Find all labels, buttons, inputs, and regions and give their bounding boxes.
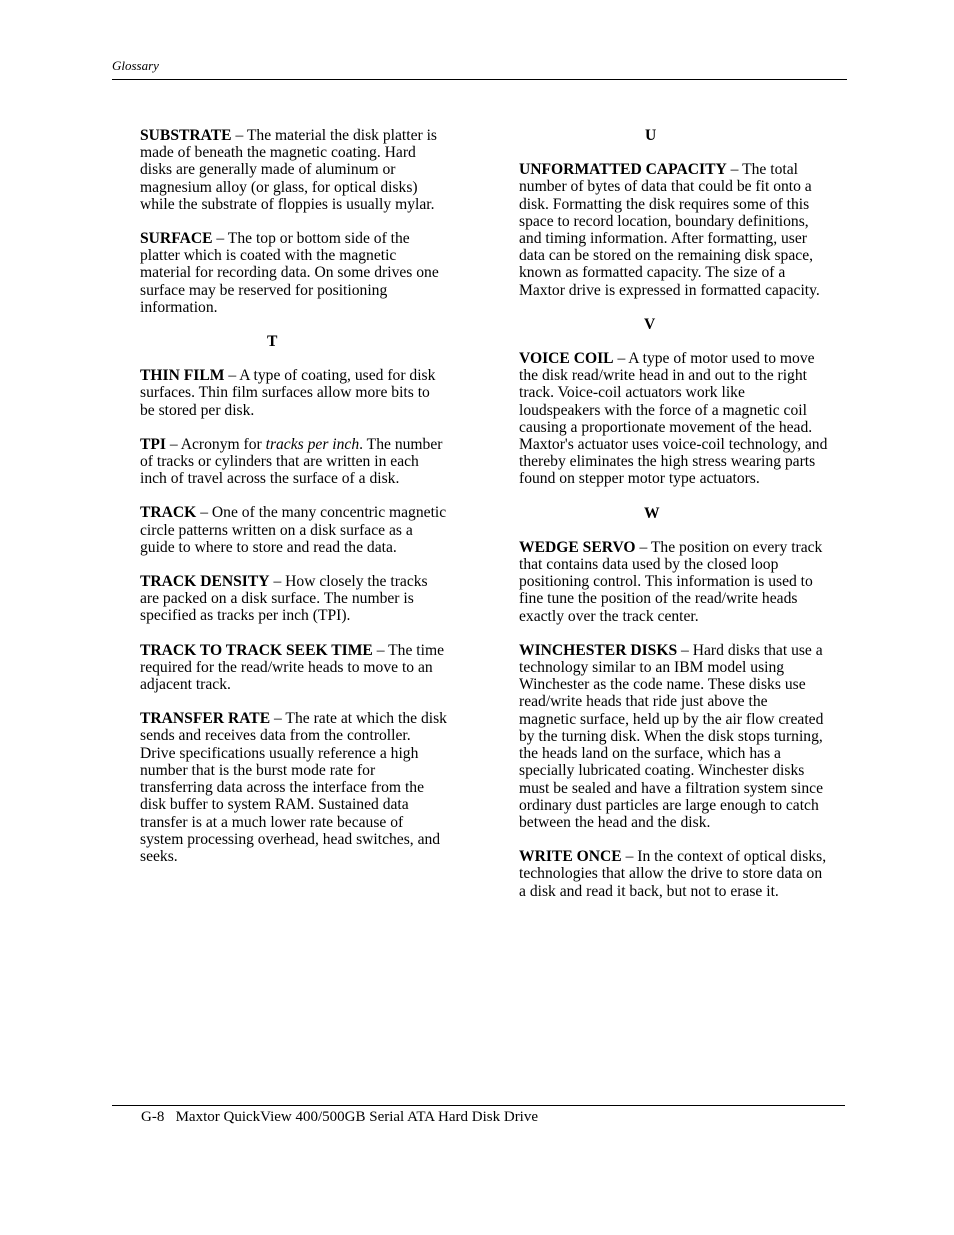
glossary-entry-transfer-rate: [140, 710, 448, 865]
glossary-entry-surface: [140, 230, 448, 316]
term: WINCHESTER DISKS: [519, 641, 678, 659]
section-letter-w: W: [644, 504, 660, 522]
term: TPI: [140, 435, 166, 453]
term: UNFORMATTED CAPACITY: [519, 161, 727, 179]
definition: – A type of motor used to move the disk read/write head in and out to the right track. Voice-coil actuators work like loudspeakers with the force of a magnetic coil causing a proportionate movement of the head. Maxtor's actuator uses voice-coil technology, and thereby eliminates the high stress wearing parts found on stepper motor type actuators.: [519, 350, 828, 488]
definition: – The material the disk platter is made of beneath the magnetic coating. Hard disks are generally made of aluminum or magnesium alloy (or glass, for optical disks) while the substrate of floppies is usually mylar.: [140, 127, 437, 213]
glossary-entry-thin-film: [140, 367, 448, 419]
term: TRACK DENSITY: [140, 573, 270, 591]
glossary-entry-wedge-servo: [519, 539, 828, 625]
right-column: [519, 127, 828, 917]
definition-end: . The number of tracks or cylinders that are written in each inch of travel across the surface of a disk.: [140, 435, 443, 488]
term: THIN FILM: [140, 367, 225, 385]
definition: – The position on every track that contains data used by the closed loop positioning control. This information is used to fine tune the position of the read/write heads exactly over the track center.: [519, 538, 823, 625]
definition: – The top or bottom side of the platter which is coated with the magnetic material for recording data. On some drives one surface may be reserved for positioning information.: [140, 230, 439, 316]
definition: – The time required for the read/write heads to move to an adjacent track.: [140, 641, 444, 694]
term: WRITE ONCE: [519, 848, 622, 866]
glossary-entry-track-density: [140, 573, 448, 625]
term: WEDGE SERVO: [519, 538, 636, 556]
section-letter-u: U: [645, 127, 657, 144]
glossary-entry-voice-coil: [519, 350, 828, 488]
definition: – A type of coating, used for disk surfaces. Thin film surfaces allow more bits to be stored per disk.: [140, 367, 436, 419]
term: SUBSTRATE: [140, 127, 232, 144]
term: TRACK: [140, 504, 197, 522]
term: VOICE COIL: [519, 350, 614, 368]
glossary-entry-track-to-track-seek-time: [140, 642, 448, 694]
document-title: Maxtor QuickView 400/500GB Serial ATA Hard Disk Drive: [175, 1109, 539, 1125]
running-header: Glossary: [112, 58, 159, 73]
term: TRANSFER RATE: [140, 710, 271, 728]
definition-start: – Acronym for: [166, 435, 266, 453]
section-letter-v: V: [644, 315, 656, 333]
glossary-entry-unformatted-capacity: [519, 161, 828, 299]
section-letter-t: T: [267, 333, 278, 351]
glossary-entry-tpi: [140, 436, 448, 488]
definition: – The rate at which the disk sends and receives data from the controller. Drive specifications usually reference a high number that is the burst mode rate for transferring data across the interface from the disk buffer to system RAM. Sustained data transfer is at a much lower rate because of system processing overhead, head switches, and seeks.: [140, 710, 447, 865]
glossary-entry-track: [140, 504, 448, 556]
definition: – The total number of bytes of data that could be fit onto a disk. Formatting the disk requires some of this space to record location, boundary definitions, and timing information. After formatting, user data can be stored on the remaining disk space, known as formatted capacity. The size of a Maxtor drive is expressed in formatted capacity.: [519, 161, 820, 299]
definition: – In the context of optical disks, technologies that allow the drive to store data on a disk and read it back, but not to erase it.: [519, 848, 827, 900]
footer-rule: [112, 1105, 845, 1106]
glossary-entry-write-once: [519, 848, 828, 900]
page-number: G-8: [141, 1109, 165, 1125]
definition: – How closely the tracks are packed on a disk surface. The number is specified as tracks per inch (TPI).: [140, 573, 428, 625]
term: SURFACE: [140, 230, 213, 248]
definition-italic: tracks per inch: [265, 435, 360, 453]
page-footer: [141, 1109, 538, 1126]
definition: – One of the many concentric magnetic circle patterns written on a disk surface as a guide to where to store and read the data.: [140, 504, 447, 556]
header-rule: [112, 79, 847, 80]
glossary-entry-winchester-disks: [519, 642, 828, 831]
glossary-entry-substrate: [140, 127, 448, 213]
left-column: [140, 127, 448, 882]
definition: – Hard disks that use a technology similar to an IBM model using Winchester as the code name. These disks use read/write heads that ride just above the magnetic surface, held up by the air flow created by the turning disk. When the disk stops turning, the heads land on the surface, which has a specially lubricated coating. Winchester disks must be sealed and have a filtration system since ordinary dust particles are large enough to catch between the head and the disk.: [519, 641, 824, 831]
term: TRACK TO TRACK SEEK TIME: [140, 641, 373, 659]
